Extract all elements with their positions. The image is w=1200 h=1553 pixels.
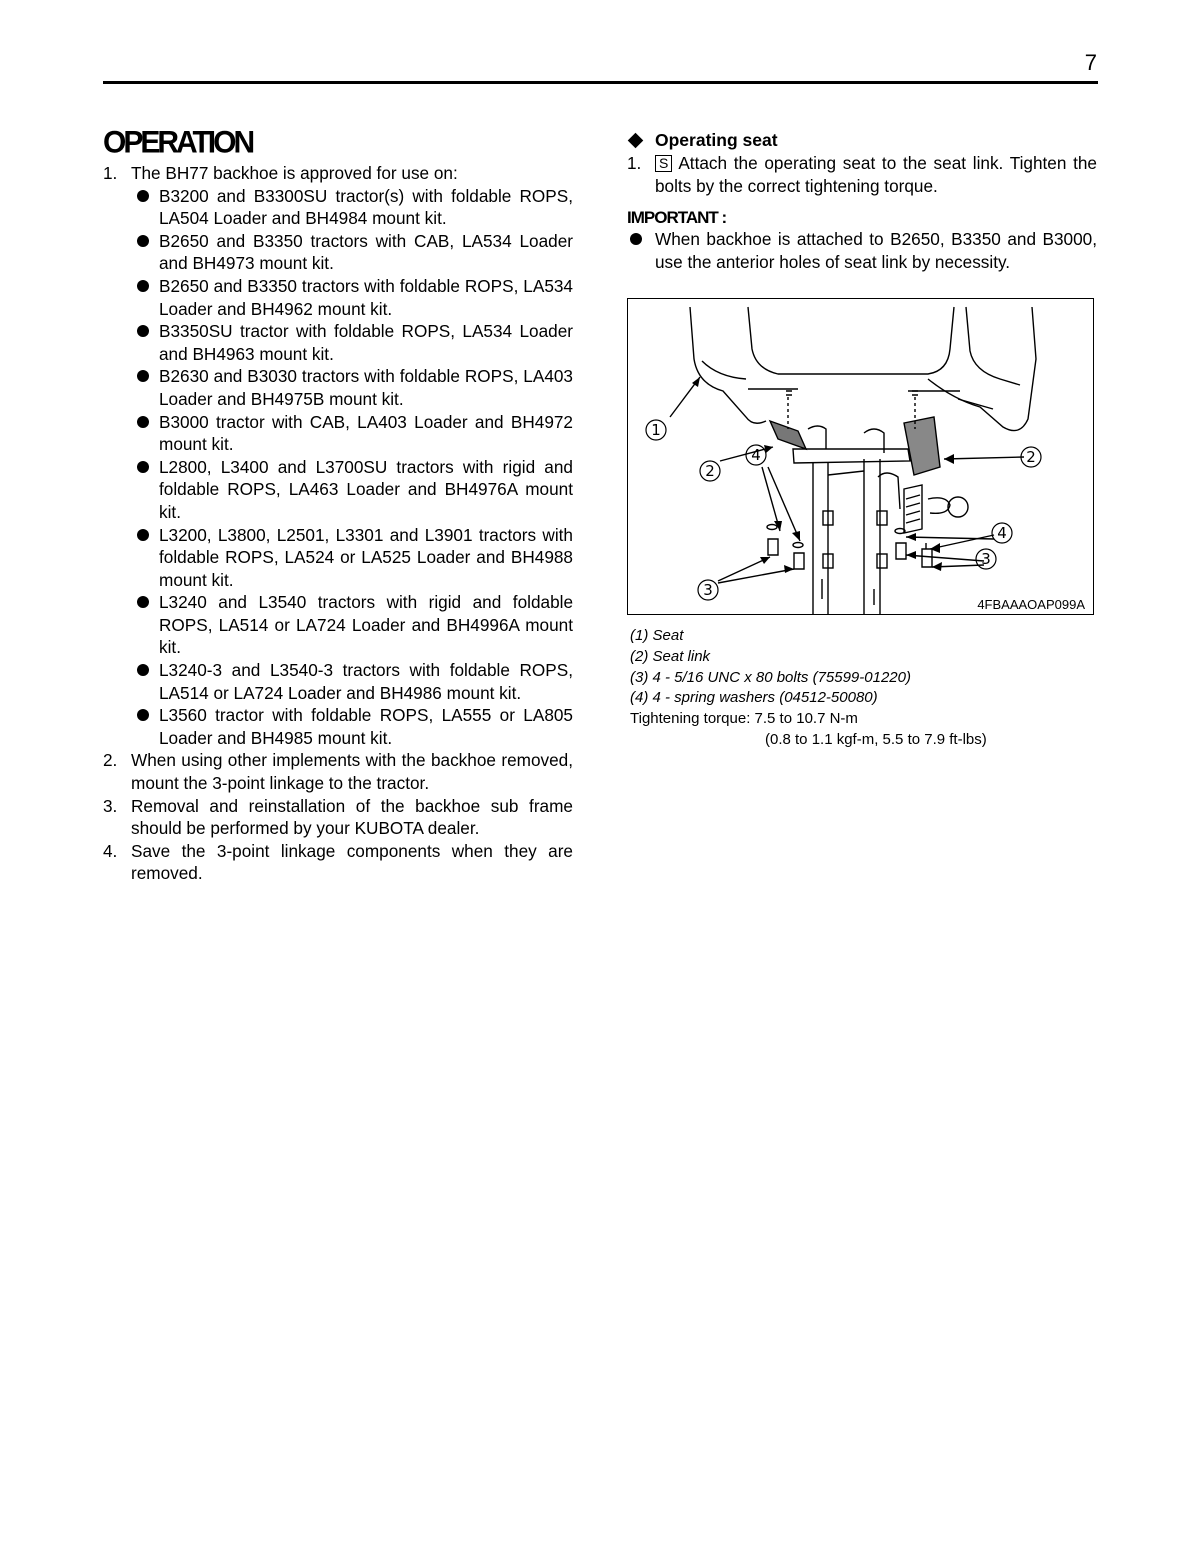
list-item: 2. When using other implements with the backhoe removed, mount the 3-point linkage to the tractor. <box>103 750 573 794</box>
callout-3: 3 <box>981 550 991 568</box>
list-item: L3240-3 and L3540-3 tractors with foldable ROPS, LA514 or LA724 Loader and BH4986 mount kit. <box>131 659 573 704</box>
operating-seat-section <box>627 128 1097 273</box>
bullet-icon <box>137 664 149 676</box>
bullet-icon <box>137 325 149 337</box>
subsection-heading: Operating seat <box>627 128 1097 152</box>
list-item: L3240 and L3540 tractors with rigid and foldable ROPS, LA514 or LA724 Loader and BH4996A mount kit. <box>131 591 573 659</box>
bullet-icon <box>137 596 149 608</box>
seat-illustration <box>628 299 1094 615</box>
bullet-icon <box>137 190 149 202</box>
list-item: B2650 and B3350 tractors with CAB, LA534 Loader and BH4973 mount kit. <box>131 230 573 275</box>
callout-4: 4 <box>997 524 1007 542</box>
figure-code: 4FBAAAOAP099A <box>977 597 1085 612</box>
torque-spec: Tightening torque: 7.5 to 10.7 N-m <box>630 710 858 728</box>
list-item: L3200, L3800, L2501, L3301 and L3901 tractors with foldable ROPS, LA524 or LA525 Loader and BH4988 mount kit. <box>131 524 573 592</box>
operation-section <box>103 126 573 885</box>
bullet-icon <box>137 280 149 292</box>
section-title: OPERATION <box>103 125 253 160</box>
list-item: L3560 tractor with foldable ROPS, LA555 or LA805 Loader and BH4985 mount kit. <box>131 704 573 749</box>
list-item: L2800, L3400 and L3700SU tractors with rigid and foldable ROPS, LA463 Loader and BH4976A mount kit. <box>131 456 573 524</box>
bullet-icon <box>137 461 149 473</box>
list-item: 4. Save the 3-point linkage components when they are removed. <box>103 840 573 884</box>
callout-1: 1 <box>651 421 661 439</box>
bullet-icon <box>137 235 149 247</box>
important-note: When backhoe is attached to B2650, B3350 and B3000, use the anterior holes of seat link by necessity. <box>627 228 1097 273</box>
legend-item: (1) Seat <box>630 627 684 644</box>
list-item: B3000 tractor with CAB, LA403 Loader and BH4972 mount kit. <box>131 411 573 456</box>
bullet-icon <box>137 370 149 382</box>
callout-2: 2 <box>1026 448 1036 466</box>
approved-tractor-list <box>131 185 573 750</box>
legend-item: (4) 4 - spring washers (04512-50080) <box>630 689 878 707</box>
legend-item: (3) 4 - 5/16 UNC x 80 bolts (75599-01220) <box>630 668 911 686</box>
callout-4: 4 <box>751 446 761 464</box>
list-item: B2630 and B3030 tractors with foldable ROPS, LA403 Loader and BH4975B mount kit. <box>131 365 573 410</box>
list-item: B3350SU tractor with foldable ROPS, LA534 Loader and BH4963 mount kit. <box>131 320 573 365</box>
bullet-icon <box>137 416 149 428</box>
service-symbol-icon: S <box>655 155 672 172</box>
seat-installation-figure <box>627 298 1094 615</box>
legend-item: (2) Seat link <box>630 647 711 665</box>
list-item: B3200 and B3300SU tractor(s) with foldable ROPS, LA504 Loader and BH4984 mount kit. <box>131 185 573 230</box>
list-item: B2650 and B3350 tractors with foldable ROPS, LA534 Loader and BH4962 mount kit. <box>131 275 573 320</box>
bullet-icon <box>630 233 642 245</box>
list-item: 1. The BH77 backhoe is approved for use on: B3200 and B3300SU tractor(s) with foldable ROPS, LA504 Loader and BH4984 mount kit. B2650 and B3350 tractors with CAB, LA534 Loader and BH4973 mount kit. B2650 and B3350 tractors with foldable ROPS, LA534 Loader and BH4962 mount kit. B3350SU tractor with foldable ROPS, LA534 Loader and BH4963 mount kit. B2630 and B3030 tractors with foldable ROPS, LA403 Loader and BH4975B mount kit. B3000 tractor with CAB, LA403 Loader and BH4972 mount kit. L2800, L3400 and L3700SU tractors with rigid and foldable ROPS, LA463 Loader and BH4976A mount kit. L3200, L3800, L2501, L3301 and L3901 tractors with foldable ROPS, LA524 or LA525 Loader and BH4988 mount kit. L3240 and L3540 tractors with rigid and foldable ROPS, LA514 or LA724 Loader and BH4996A mount kit. L3240-3 and L3540-3 tractors with foldable ROPS, LA514 or LA724 Loader and BH4986 mount kit. L3560 tractor with foldable ROPS, LA555 or LA805 Loader and BH4985 mount kit. <box>103 163 573 748</box>
operation-list <box>103 162 573 885</box>
callout-2: 2 <box>705 462 715 480</box>
header-rule <box>103 81 1098 84</box>
bullet-icon <box>137 529 149 541</box>
diamond-bullet-icon <box>628 132 644 148</box>
bullet-icon <box>137 709 149 721</box>
callout-3: 3 <box>703 581 713 599</box>
important-label: IMPORTANT : <box>627 208 727 228</box>
list-item: 3. Removal and reinstallation of the backhoe sub frame should be performed by your KUBOTA dealer. <box>103 795 573 839</box>
figure-legend <box>630 626 1100 751</box>
seat-step: 1. S Attach the operating seat to the seat link. Tighten the bolts by the correct tightening torque. <box>627 153 1097 196</box>
torque-spec-alt: (0.8 to 1.1 kgf-m, 5.5 to 7.9 ft-lbs) <box>765 730 987 748</box>
page-number: 7 <box>1084 50 1097 75</box>
